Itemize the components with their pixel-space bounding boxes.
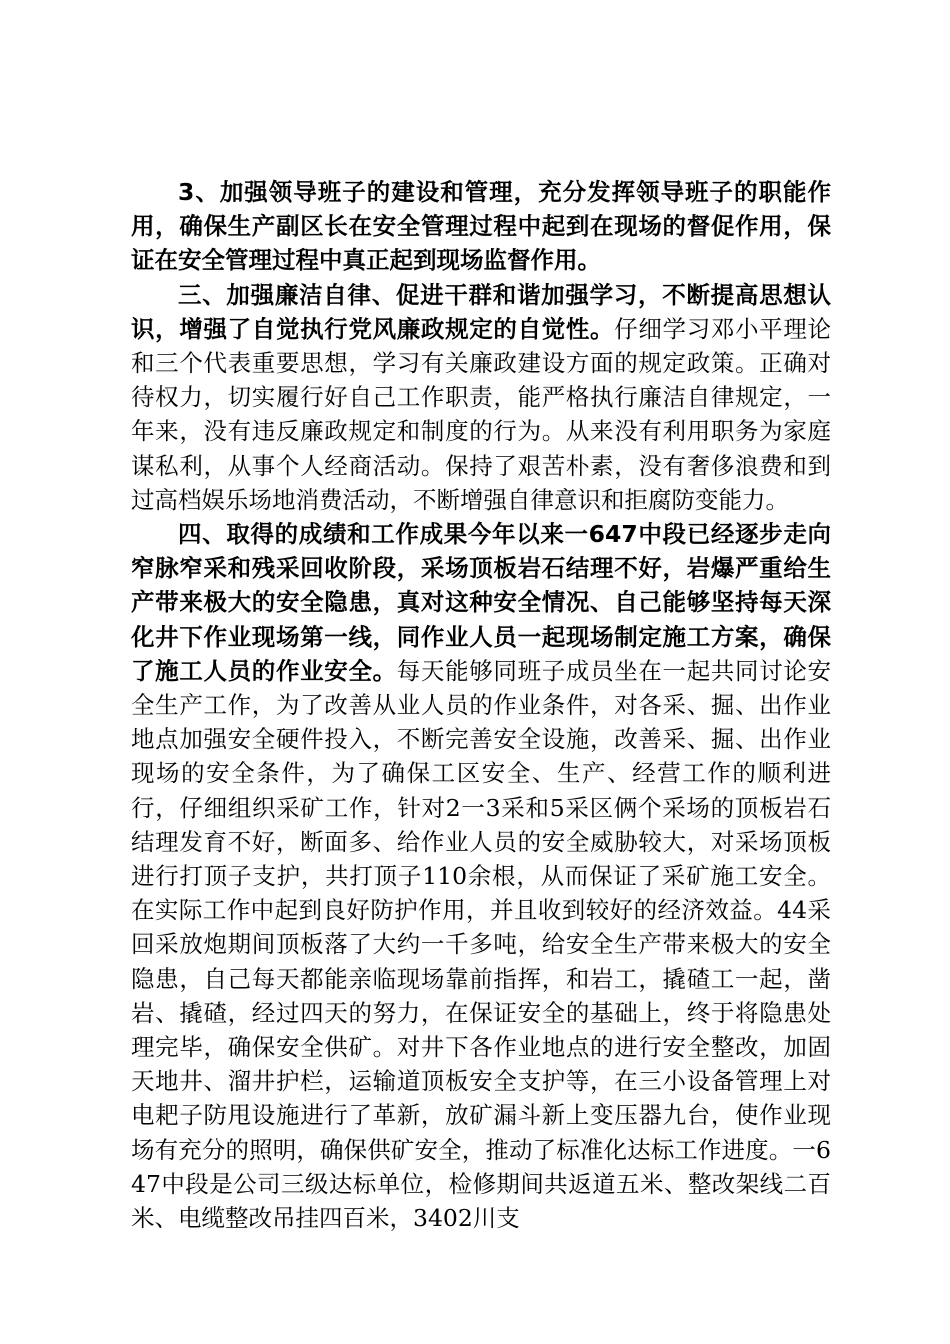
paragraph-integrity [131,279,831,518]
paragraph-leadership-heading: 3、加强领导班子的建设和管理，充分发挥领导班子的职能作用，确保生产副区长在安全管理过程中起到在现场的督促作用，保证在安全管理过程中真正起到现场监督作用。 [131,178,831,275]
document-page [131,176,831,1236]
paragraph-achievements [131,518,831,1236]
paragraph-leadership [131,176,831,279]
paragraph-achievements-body: 每天能够同班子成员坐在一起共同讨论安全生产工作，为了改善从业人员的作业条件，对各采、掘、出作业地点加强安全硬件投入，不断完善安全设施，改善采、掘、出作业现场的安全条件，为了确保工区安全、生产、经营工作的顺利进行，仔细组织采矿工作，针对2一3采和5采区俩个采场的顶板岩石结理发育不好，断面多、给作业人员的安全威胁较大，对采场顶板进行打顶子支护，共打顶子110余根，从而保证了采矿施工安全。在实际工作中起到良好防护作用，并且收到较好的经济效益。44采回采放炮期间顶板落了大约一千多吨，给安全生产带来极大的安全隐患，自己每天都能亲临现场靠前指挥，和岩工，撬碴工一起，凿岩、撬碴，经过四天的努力，在保证安全的基础上，终于将隐患处理完毕，确保安全供矿。对井下各作业地点的进行安全整改，加固天地井、溜井护栏，运输道顶板安全支护等，在三小设备管理上对电耙子防甩设施进行了革新，放矿漏斗新上变压器九台，使作业现场有充分的照明，确保供矿安全，推动了标准化达标工作进度。一647中段是公司三级达标单位，检修期间共返道五米、整改架线二百米、电缆整改吊挂四百米，3402川支 [131,656,832,1233]
paragraph-achievements-heading: 四、取得的成绩和工作成果今年以来一647中段已经逐步走向窄脉窄采和残采回收阶段，采场顶板岩石结理不好，岩爆严重给生产带来极大的安全隐患，真对这种安全情况、自己能够坚持每天深化井下作业现场第一线，同作业人员一起现场制定施工方案，确保了施工人员的作业安全。 [131,520,831,685]
paragraph-integrity-body: 仔细学习邓小平理论和三个代表重要思想，学习有关廉政建设方面的规定政策。正确对待权力，切实履行好自己工作职责，能严格执行廉洁自律规定，一年来，没有违反廉政规定和制度的行为。从来没有利用职务为家庭谋私利，从事个人经商活动。保持了艰苦朴素，没有奢侈浪费和到过高档娱乐场地消费活动，不断增强自律意识和拒腐防变能力。 [131,314,832,514]
paragraph-integrity-heading: 三、加强廉洁自律、促进干群和谐加强学习，不断提高思想认识，增强了自觉执行党风廉政规定的自觉性。 [131,280,831,343]
